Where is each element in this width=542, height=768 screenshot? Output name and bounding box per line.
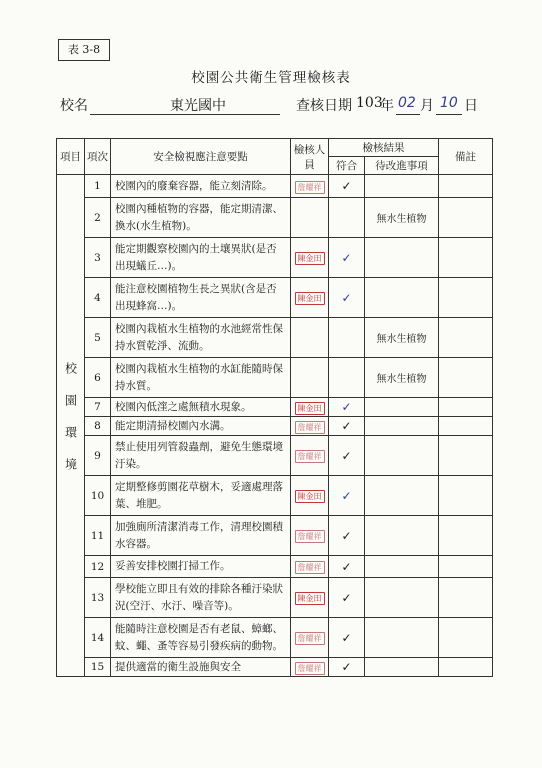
table-row xyxy=(57,618,493,658)
improve-cell xyxy=(365,476,439,516)
row-number: 2 xyxy=(85,198,111,238)
conform-cell xyxy=(329,436,365,476)
improve-cell: 無水生植物 xyxy=(365,358,439,398)
date-day-unit: 日 xyxy=(464,98,478,114)
inspector-cell xyxy=(291,398,329,417)
row-number: 13 xyxy=(85,578,111,618)
inspector-cell xyxy=(291,358,329,398)
row-text: 校園內栽植水生植物的水池經常性保持水質乾淨、流動。 xyxy=(111,318,291,358)
check-mark-icon: ✓ xyxy=(341,419,352,433)
inspector-stamp: 陳金田 xyxy=(295,490,325,503)
conform-cell xyxy=(329,398,365,417)
inspector-cell xyxy=(291,556,329,578)
inspector-stamp: 詹耀祥 xyxy=(295,421,325,434)
row-number: 5 xyxy=(85,318,111,358)
header-improve: 待改進事項 xyxy=(365,157,439,175)
row-text: 能定期觀察校園內的土壤異狀(是否出現蟻丘…)。 xyxy=(111,238,291,278)
remark-cell xyxy=(439,398,493,417)
inspector-stamp: 詹耀祥 xyxy=(295,632,325,645)
remark-cell xyxy=(439,278,493,318)
inspector-stamp: 陳金田 xyxy=(295,402,325,415)
row-number: 15 xyxy=(85,658,111,677)
date-year: 103 xyxy=(356,95,383,111)
inspector-cell xyxy=(291,436,329,476)
inspector-stamp: 詹耀祥 xyxy=(295,450,325,463)
row-text: 提供適當的衛生設施與安全 xyxy=(111,658,291,677)
table-row xyxy=(57,238,493,278)
row-number: 4 xyxy=(85,278,111,318)
day-underline xyxy=(436,114,462,115)
table-row xyxy=(57,175,493,198)
check-mark-icon: ✓ xyxy=(341,250,352,265)
date-day: 10 xyxy=(440,95,458,111)
inspector-stamp: 陳金田 xyxy=(295,292,325,305)
improve-cell xyxy=(365,578,439,618)
conform-cell xyxy=(329,516,365,556)
category-label: 校園環境 xyxy=(63,361,78,490)
row-number: 8 xyxy=(85,417,111,436)
inspector-stamp: 詹耀祥 xyxy=(295,530,325,543)
improve-cell: 無水生植物 xyxy=(365,318,439,358)
remark-cell xyxy=(439,436,493,476)
remark-cell xyxy=(439,658,493,677)
check-mark-icon: ✓ xyxy=(341,290,352,305)
conform-cell xyxy=(329,238,365,278)
remark-cell xyxy=(439,516,493,556)
table-row xyxy=(57,358,493,398)
inspector-cell xyxy=(291,318,329,358)
improve-cell xyxy=(365,398,439,417)
remark-cell xyxy=(439,318,493,358)
category-cell xyxy=(57,175,85,677)
row-number: 1 xyxy=(85,175,111,198)
remark-cell xyxy=(439,578,493,618)
table-row xyxy=(57,398,493,417)
date-year-unit: 年 xyxy=(380,98,394,114)
conform-cell xyxy=(329,417,365,436)
row-number: 10 xyxy=(85,476,111,516)
table-row xyxy=(57,318,493,358)
row-text: 定期整修剪園花草樹木，妥適處理落葉、堆肥。 xyxy=(111,476,291,516)
row-number: 11 xyxy=(85,516,111,556)
row-text: 能定期清掃校園內水溝。 xyxy=(111,417,291,436)
inspector-cell xyxy=(291,618,329,658)
table-row xyxy=(57,417,493,436)
page-title: 校園公共衛生管理檢核表 xyxy=(191,70,351,86)
inspection-table xyxy=(56,138,493,677)
conform-cell xyxy=(329,618,365,658)
table-row xyxy=(57,578,493,618)
table-row xyxy=(57,516,493,556)
conform-cell xyxy=(329,175,365,198)
improve-cell xyxy=(365,417,439,436)
check-mark-icon: ✓ xyxy=(341,179,352,193)
header-conform: 符合 xyxy=(329,157,365,175)
conform-cell xyxy=(329,318,365,358)
table-row xyxy=(57,278,493,318)
row-text: 校園內低漥之處無積水現象。 xyxy=(111,398,291,417)
row-number: 9 xyxy=(85,436,111,476)
form-label: 表 3-8 xyxy=(58,39,110,61)
improve-cell xyxy=(365,175,439,198)
inspector-cell xyxy=(291,198,329,238)
table-row xyxy=(57,556,493,578)
row-text: 加強廁所清潔消毒工作，清理校園積水容器。 xyxy=(111,516,291,556)
table-body xyxy=(57,175,493,677)
remark-cell xyxy=(439,198,493,238)
inspector-stamp: 陳金田 xyxy=(295,592,325,605)
header-result: 檢核結果 xyxy=(329,139,439,157)
school-label: 校名 xyxy=(60,98,88,114)
row-text: 能隨時注意校園是否有老鼠、蟑螂、蚊、蠅、蚤等容易引發疾病的動物。 xyxy=(111,618,291,658)
row-number: 12 xyxy=(85,556,111,578)
improve-cell xyxy=(365,556,439,578)
inspector-stamp: 詹耀祥 xyxy=(295,181,325,194)
header-points: 安全檢視應注意要點 xyxy=(111,139,291,175)
month-underline xyxy=(396,114,420,115)
row-text: 學校能立即且有效的排除各種汙染狀況(空汙、水汙、噪音等)。 xyxy=(111,578,291,618)
row-text: 妥善安排校園打掃工作。 xyxy=(111,556,291,578)
inspector-stamp: 詹耀祥 xyxy=(295,662,325,675)
inspector-cell xyxy=(291,278,329,318)
remark-cell xyxy=(439,618,493,658)
inspector-stamp: 詹耀祥 xyxy=(295,561,325,574)
check-mark-icon: ✓ xyxy=(341,488,352,503)
remark-cell xyxy=(439,238,493,278)
conform-cell xyxy=(329,578,365,618)
inspector-cell xyxy=(291,578,329,618)
check-mark-icon: ✓ xyxy=(341,660,352,674)
conform-cell xyxy=(329,358,365,398)
inspector-cell xyxy=(291,658,329,677)
improve-cell: 無水生植物 xyxy=(365,198,439,238)
remark-cell xyxy=(439,358,493,398)
date-month-unit: 月 xyxy=(420,98,434,114)
improve-cell xyxy=(365,618,439,658)
remark-cell xyxy=(439,417,493,436)
table-row xyxy=(57,436,493,476)
check-mark-icon: ✓ xyxy=(341,528,352,543)
inspector-cell xyxy=(291,175,329,198)
conform-cell xyxy=(329,198,365,238)
conform-cell xyxy=(329,658,365,677)
check-mark-icon: ✓ xyxy=(341,400,352,414)
row-text: 禁止使用列管殺蟲劑，避免生態環境汙染。 xyxy=(111,436,291,476)
school-info-line xyxy=(60,95,490,115)
inspector-cell xyxy=(291,476,329,516)
remark-cell xyxy=(439,476,493,516)
row-text: 能注意校園植物生長之異狀(含是否出現蜂窩…)。 xyxy=(111,278,291,318)
conform-cell xyxy=(329,556,365,578)
row-text: 校園內的廢棄容器，能立刻清除。 xyxy=(111,175,291,198)
header-inspector: 檢核人員 xyxy=(291,139,329,175)
check-mark-icon: ✓ xyxy=(341,630,352,645)
improve-cell xyxy=(365,278,439,318)
check-mark-icon: ✓ xyxy=(341,590,352,605)
check-mark-icon: ✓ xyxy=(341,559,352,574)
improve-cell xyxy=(365,658,439,677)
conform-cell xyxy=(329,476,365,516)
header-remark: 備註 xyxy=(439,139,493,175)
header-category: 項目 xyxy=(57,139,85,175)
inspector-cell xyxy=(291,516,329,556)
check-mark-icon: ✓ xyxy=(341,448,352,463)
row-number: 6 xyxy=(85,358,111,398)
inspector-cell xyxy=(291,238,329,278)
inspector-cell xyxy=(291,417,329,436)
date-month: 02 xyxy=(398,95,416,111)
improve-cell xyxy=(365,516,439,556)
row-number: 14 xyxy=(85,618,111,658)
remark-cell xyxy=(439,556,493,578)
header-seq: 項次 xyxy=(85,139,111,175)
inspector-stamp: 陳金田 xyxy=(295,252,325,265)
improve-cell xyxy=(365,436,439,476)
row-number: 7 xyxy=(85,398,111,417)
table-row xyxy=(57,476,493,516)
improve-cell xyxy=(365,238,439,278)
remark-cell xyxy=(439,175,493,198)
row-number: 3 xyxy=(85,238,111,278)
row-text: 校園內種植物的容器，能定期清潔、換水(水生植物)。 xyxy=(111,198,291,238)
date-label: 查核日期 xyxy=(296,98,352,114)
school-name: 東光國中 xyxy=(170,98,226,114)
table-row xyxy=(57,658,493,677)
conform-cell xyxy=(329,278,365,318)
table-row xyxy=(57,198,493,238)
row-text: 校園內栽植水生植物的水缸能隨時保持水質。 xyxy=(111,358,291,398)
